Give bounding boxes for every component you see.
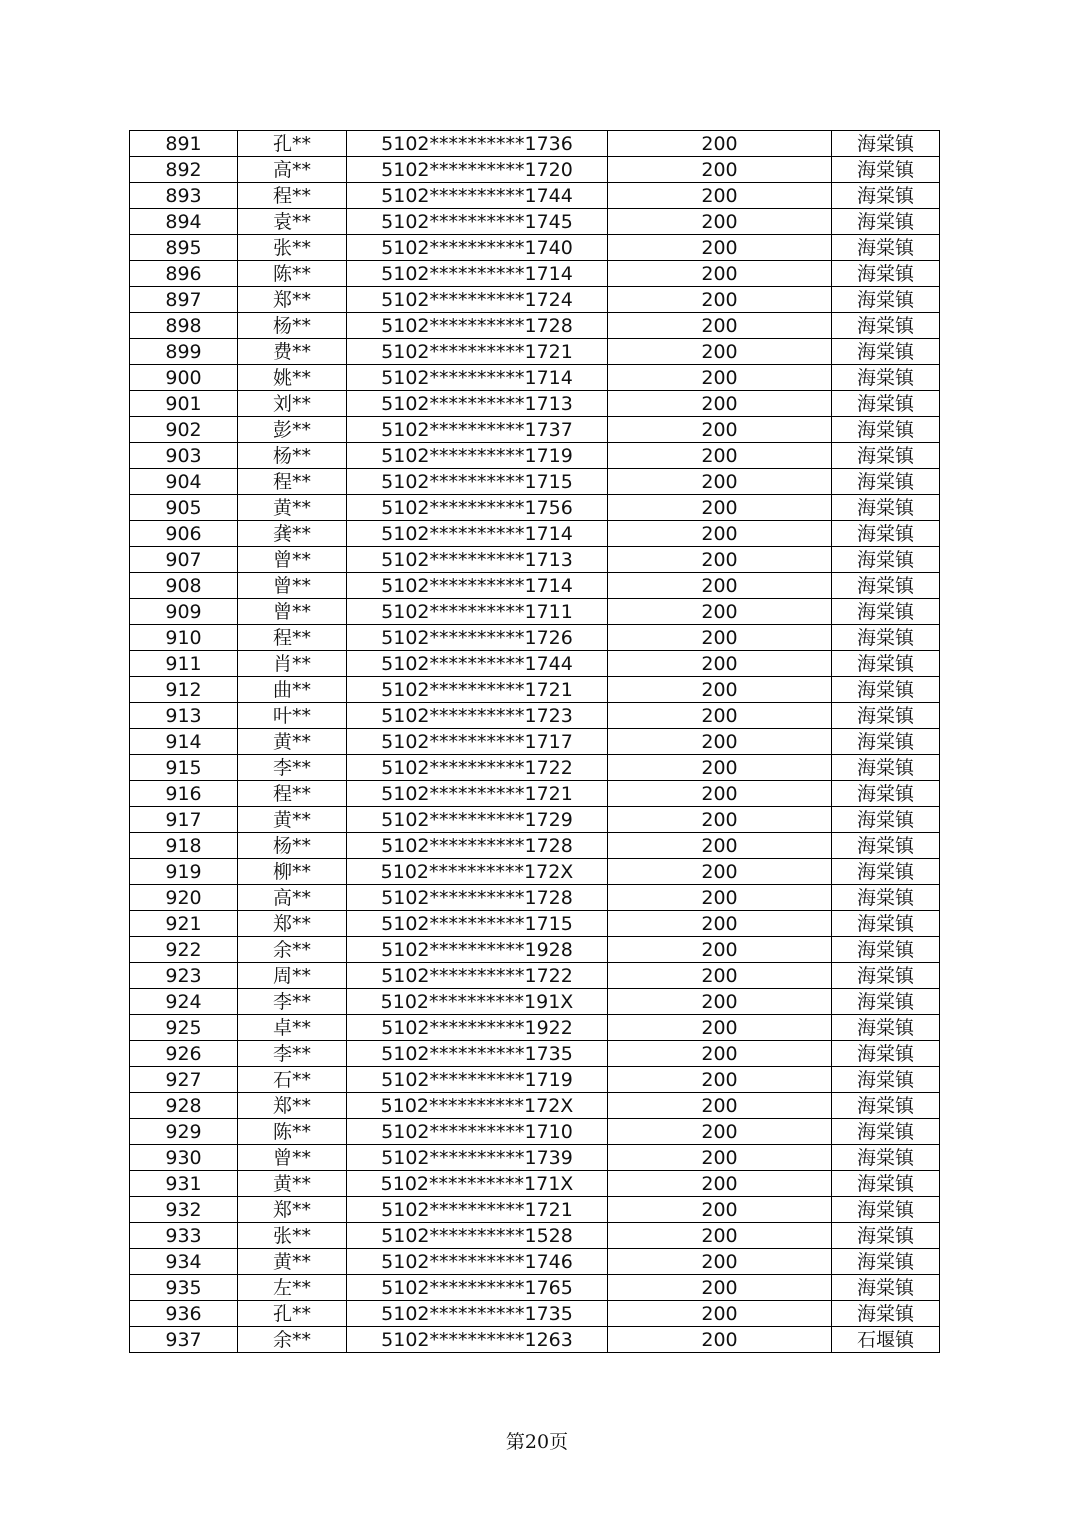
id-number-cell: 5102**********1723 bbox=[347, 703, 608, 729]
id-number-cell: 5102**********1721 bbox=[347, 677, 608, 703]
name-cell: 程** bbox=[238, 781, 347, 807]
amount-cell: 200 bbox=[608, 859, 832, 885]
row-index-cell: 901 bbox=[130, 391, 238, 417]
amount-cell: 200 bbox=[608, 937, 832, 963]
id-number-cell: 5102**********1728 bbox=[347, 833, 608, 859]
table-row bbox=[130, 677, 940, 703]
table-row bbox=[130, 183, 940, 209]
row-index-cell: 925 bbox=[130, 1015, 238, 1041]
id-number-cell: 5102**********1715 bbox=[347, 911, 608, 937]
id-number-cell: 5102**********1739 bbox=[347, 1145, 608, 1171]
town-cell: 海棠镇 bbox=[832, 235, 940, 261]
town-cell: 海棠镇 bbox=[832, 313, 940, 339]
row-index-cell: 896 bbox=[130, 261, 238, 287]
id-number-cell: 5102**********1711 bbox=[347, 599, 608, 625]
town-cell: 海棠镇 bbox=[832, 339, 940, 365]
id-number-cell: 5102**********1713 bbox=[347, 547, 608, 573]
row-index-cell: 914 bbox=[130, 729, 238, 755]
name-cell: 郑** bbox=[238, 287, 347, 313]
row-index-cell: 915 bbox=[130, 755, 238, 781]
name-cell: 黄** bbox=[238, 1171, 347, 1197]
table-row bbox=[130, 235, 940, 261]
town-cell: 海棠镇 bbox=[832, 625, 940, 651]
name-cell: 程** bbox=[238, 469, 347, 495]
id-number-cell: 5102**********1735 bbox=[347, 1041, 608, 1067]
amount-cell: 200 bbox=[608, 1275, 832, 1301]
table-row bbox=[130, 1327, 940, 1353]
row-index-cell: 913 bbox=[130, 703, 238, 729]
id-number-cell: 5102**********1729 bbox=[347, 807, 608, 833]
town-cell: 海棠镇 bbox=[832, 989, 940, 1015]
id-number-cell: 5102**********1744 bbox=[347, 651, 608, 677]
name-cell: 杨** bbox=[238, 833, 347, 859]
town-cell: 海棠镇 bbox=[832, 1197, 940, 1223]
id-number-cell: 5102**********1728 bbox=[347, 885, 608, 911]
amount-cell: 200 bbox=[608, 911, 832, 937]
row-index-cell: 902 bbox=[130, 417, 238, 443]
table-row bbox=[130, 287, 940, 313]
name-cell: 张** bbox=[238, 1223, 347, 1249]
name-cell: 费** bbox=[238, 339, 347, 365]
amount-cell: 200 bbox=[608, 1015, 832, 1041]
town-cell: 海棠镇 bbox=[832, 937, 940, 963]
row-index-cell: 932 bbox=[130, 1197, 238, 1223]
amount-cell: 200 bbox=[608, 1041, 832, 1067]
name-cell: 姚** bbox=[238, 365, 347, 391]
amount-cell: 200 bbox=[608, 1067, 832, 1093]
amount-cell: 200 bbox=[608, 781, 832, 807]
table-row bbox=[130, 365, 940, 391]
town-cell: 海棠镇 bbox=[832, 1067, 940, 1093]
table-row bbox=[130, 1197, 940, 1223]
name-cell: 陈** bbox=[238, 1119, 347, 1145]
name-cell: 程** bbox=[238, 625, 347, 651]
name-cell: 杨** bbox=[238, 313, 347, 339]
id-number-cell: 5102**********1263 bbox=[347, 1327, 608, 1353]
amount-cell: 200 bbox=[608, 521, 832, 547]
amount-cell: 200 bbox=[608, 1119, 832, 1145]
row-index-cell: 908 bbox=[130, 573, 238, 599]
row-index-cell: 921 bbox=[130, 911, 238, 937]
roster-table bbox=[129, 130, 940, 1353]
table-row bbox=[130, 495, 940, 521]
id-number-cell: 5102**********1746 bbox=[347, 1249, 608, 1275]
row-index-cell: 899 bbox=[130, 339, 238, 365]
amount-cell: 200 bbox=[608, 625, 832, 651]
row-index-cell: 935 bbox=[130, 1275, 238, 1301]
amount-cell: 200 bbox=[608, 1145, 832, 1171]
table-row bbox=[130, 1041, 940, 1067]
id-number-cell: 5102**********1714 bbox=[347, 261, 608, 287]
row-index-cell: 907 bbox=[130, 547, 238, 573]
town-cell: 海棠镇 bbox=[832, 547, 940, 573]
amount-cell: 200 bbox=[608, 677, 832, 703]
town-cell: 海棠镇 bbox=[832, 781, 940, 807]
row-index-cell: 903 bbox=[130, 443, 238, 469]
amount-cell: 200 bbox=[608, 287, 832, 313]
amount-cell: 200 bbox=[608, 339, 832, 365]
id-number-cell: 5102**********1715 bbox=[347, 469, 608, 495]
amount-cell: 200 bbox=[608, 573, 832, 599]
town-cell: 海棠镇 bbox=[832, 1015, 940, 1041]
name-cell: 张** bbox=[238, 235, 347, 261]
table-row bbox=[130, 703, 940, 729]
town-cell: 海棠镇 bbox=[832, 807, 940, 833]
id-number-cell: 5102**********172X bbox=[347, 859, 608, 885]
id-number-cell: 5102**********1722 bbox=[347, 755, 608, 781]
row-index-cell: 936 bbox=[130, 1301, 238, 1327]
row-index-cell: 928 bbox=[130, 1093, 238, 1119]
row-index-cell: 900 bbox=[130, 365, 238, 391]
town-cell: 海棠镇 bbox=[832, 859, 940, 885]
table-row bbox=[130, 963, 940, 989]
name-cell: 程** bbox=[238, 183, 347, 209]
town-cell: 海棠镇 bbox=[832, 755, 940, 781]
town-cell: 海棠镇 bbox=[832, 1093, 940, 1119]
town-cell: 海棠镇 bbox=[832, 885, 940, 911]
name-cell: 李** bbox=[238, 989, 347, 1015]
row-index-cell: 937 bbox=[130, 1327, 238, 1353]
amount-cell: 200 bbox=[608, 131, 832, 157]
amount-cell: 200 bbox=[608, 1223, 832, 1249]
row-index-cell: 917 bbox=[130, 807, 238, 833]
town-cell: 海棠镇 bbox=[832, 157, 940, 183]
town-cell: 海棠镇 bbox=[832, 1041, 940, 1067]
row-index-cell: 892 bbox=[130, 157, 238, 183]
name-cell: 曾** bbox=[238, 547, 347, 573]
id-number-cell: 5102**********1721 bbox=[347, 339, 608, 365]
row-index-cell: 904 bbox=[130, 469, 238, 495]
name-cell: 杨** bbox=[238, 443, 347, 469]
id-number-cell: 5102**********1720 bbox=[347, 157, 608, 183]
name-cell: 黄** bbox=[238, 729, 347, 755]
row-index-cell: 906 bbox=[130, 521, 238, 547]
name-cell: 李** bbox=[238, 755, 347, 781]
id-number-cell: 5102**********1736 bbox=[347, 131, 608, 157]
name-cell: 黄** bbox=[238, 1249, 347, 1275]
table-row bbox=[130, 417, 940, 443]
town-cell: 海棠镇 bbox=[832, 573, 940, 599]
amount-cell: 200 bbox=[608, 469, 832, 495]
row-index-cell: 920 bbox=[130, 885, 238, 911]
amount-cell: 200 bbox=[608, 963, 832, 989]
town-cell: 海棠镇 bbox=[832, 1119, 940, 1145]
town-cell: 海棠镇 bbox=[832, 1249, 940, 1275]
row-index-cell: 909 bbox=[130, 599, 238, 625]
amount-cell: 200 bbox=[608, 547, 832, 573]
id-number-cell: 5102**********1735 bbox=[347, 1301, 608, 1327]
name-cell: 黄** bbox=[238, 807, 347, 833]
name-cell: 孔** bbox=[238, 131, 347, 157]
id-number-cell: 5102**********172X bbox=[347, 1093, 608, 1119]
name-cell: 李** bbox=[238, 1041, 347, 1067]
id-number-cell: 5102**********1721 bbox=[347, 781, 608, 807]
amount-cell: 200 bbox=[608, 755, 832, 781]
name-cell: 郑** bbox=[238, 911, 347, 937]
id-number-cell: 5102**********1728 bbox=[347, 313, 608, 339]
row-index-cell: 926 bbox=[130, 1041, 238, 1067]
id-number-cell: 5102**********1721 bbox=[347, 1197, 608, 1223]
id-number-cell: 5102**********1722 bbox=[347, 963, 608, 989]
town-cell: 海棠镇 bbox=[832, 599, 940, 625]
name-cell: 余** bbox=[238, 1327, 347, 1353]
row-index-cell: 894 bbox=[130, 209, 238, 235]
table-row bbox=[130, 261, 940, 287]
name-cell: 袁** bbox=[238, 209, 347, 235]
table-row bbox=[130, 1067, 940, 1093]
id-number-cell: 5102**********1724 bbox=[347, 287, 608, 313]
town-cell: 海棠镇 bbox=[832, 833, 940, 859]
table-row bbox=[130, 651, 940, 677]
id-number-cell: 5102**********1922 bbox=[347, 1015, 608, 1041]
id-number-cell: 5102**********1726 bbox=[347, 625, 608, 651]
town-cell: 石堰镇 bbox=[832, 1327, 940, 1353]
row-index-cell: 905 bbox=[130, 495, 238, 521]
name-cell: 郑** bbox=[238, 1197, 347, 1223]
table-row bbox=[130, 599, 940, 625]
name-cell: 左** bbox=[238, 1275, 347, 1301]
amount-cell: 200 bbox=[608, 443, 832, 469]
table-row bbox=[130, 781, 940, 807]
name-cell: 肖** bbox=[238, 651, 347, 677]
name-cell: 郑** bbox=[238, 1093, 347, 1119]
id-number-cell: 5102**********1737 bbox=[347, 417, 608, 443]
row-index-cell: 933 bbox=[130, 1223, 238, 1249]
amount-cell: 200 bbox=[608, 183, 832, 209]
name-cell: 叶** bbox=[238, 703, 347, 729]
amount-cell: 200 bbox=[608, 495, 832, 521]
id-number-cell: 5102**********1717 bbox=[347, 729, 608, 755]
table-row bbox=[130, 1015, 940, 1041]
amount-cell: 200 bbox=[608, 989, 832, 1015]
name-cell: 曾** bbox=[238, 573, 347, 599]
name-cell: 高** bbox=[238, 885, 347, 911]
row-index-cell: 918 bbox=[130, 833, 238, 859]
id-number-cell: 5102**********1714 bbox=[347, 521, 608, 547]
amount-cell: 200 bbox=[608, 157, 832, 183]
amount-cell: 200 bbox=[608, 885, 832, 911]
table-row bbox=[130, 573, 940, 599]
id-number-cell: 5102**********1740 bbox=[347, 235, 608, 261]
id-number-cell: 5102**********1745 bbox=[347, 209, 608, 235]
amount-cell: 200 bbox=[608, 1327, 832, 1353]
table-row bbox=[130, 859, 940, 885]
town-cell: 海棠镇 bbox=[832, 469, 940, 495]
amount-cell: 200 bbox=[608, 417, 832, 443]
row-index-cell: 930 bbox=[130, 1145, 238, 1171]
id-number-cell: 5102**********171X bbox=[347, 1171, 608, 1197]
town-cell: 海棠镇 bbox=[832, 677, 940, 703]
amount-cell: 200 bbox=[608, 235, 832, 261]
table-row bbox=[130, 391, 940, 417]
town-cell: 海棠镇 bbox=[832, 729, 940, 755]
table-row bbox=[130, 521, 940, 547]
table-row bbox=[130, 131, 940, 157]
name-cell: 曾** bbox=[238, 1145, 347, 1171]
id-number-cell: 5102**********1528 bbox=[347, 1223, 608, 1249]
town-cell: 海棠镇 bbox=[832, 209, 940, 235]
town-cell: 海棠镇 bbox=[832, 443, 940, 469]
amount-cell: 200 bbox=[608, 1301, 832, 1327]
town-cell: 海棠镇 bbox=[832, 495, 940, 521]
row-index-cell: 922 bbox=[130, 937, 238, 963]
table-row bbox=[130, 911, 940, 937]
row-index-cell: 929 bbox=[130, 1119, 238, 1145]
id-number-cell: 5102**********1713 bbox=[347, 391, 608, 417]
table-row bbox=[130, 937, 940, 963]
name-cell: 刘** bbox=[238, 391, 347, 417]
amount-cell: 200 bbox=[608, 313, 832, 339]
town-cell: 海棠镇 bbox=[832, 1145, 940, 1171]
table-row bbox=[130, 729, 940, 755]
town-cell: 海棠镇 bbox=[832, 963, 940, 989]
amount-cell: 200 bbox=[608, 1249, 832, 1275]
town-cell: 海棠镇 bbox=[832, 1275, 940, 1301]
town-cell: 海棠镇 bbox=[832, 1301, 940, 1327]
town-cell: 海棠镇 bbox=[832, 131, 940, 157]
id-number-cell: 5102**********1719 bbox=[347, 1067, 608, 1093]
amount-cell: 200 bbox=[608, 209, 832, 235]
page-number: 第20页 bbox=[505, 1431, 569, 1453]
id-number-cell: 5102**********1928 bbox=[347, 937, 608, 963]
table-row bbox=[130, 1093, 940, 1119]
id-number-cell: 5102**********1710 bbox=[347, 1119, 608, 1145]
town-cell: 海棠镇 bbox=[832, 287, 940, 313]
table-row bbox=[130, 1223, 940, 1249]
town-cell: 海棠镇 bbox=[832, 1171, 940, 1197]
amount-cell: 200 bbox=[608, 599, 832, 625]
row-index-cell: 895 bbox=[130, 235, 238, 261]
table-row bbox=[130, 443, 940, 469]
table-row bbox=[130, 1249, 940, 1275]
town-cell: 海棠镇 bbox=[832, 521, 940, 547]
id-number-cell: 5102**********1714 bbox=[347, 573, 608, 599]
row-index-cell: 927 bbox=[130, 1067, 238, 1093]
row-index-cell: 916 bbox=[130, 781, 238, 807]
table-row bbox=[130, 625, 940, 651]
table-row bbox=[130, 469, 940, 495]
roster-table-body bbox=[130, 131, 940, 1353]
id-number-cell: 5102**********1756 bbox=[347, 495, 608, 521]
town-cell: 海棠镇 bbox=[832, 703, 940, 729]
name-cell: 卓** bbox=[238, 1015, 347, 1041]
row-index-cell: 919 bbox=[130, 859, 238, 885]
row-index-cell: 910 bbox=[130, 625, 238, 651]
table-row bbox=[130, 547, 940, 573]
name-cell: 周** bbox=[238, 963, 347, 989]
name-cell: 曲** bbox=[238, 677, 347, 703]
town-cell: 海棠镇 bbox=[832, 391, 940, 417]
town-cell: 海棠镇 bbox=[832, 417, 940, 443]
table-row bbox=[130, 313, 940, 339]
id-number-cell: 5102**********1765 bbox=[347, 1275, 608, 1301]
table-row bbox=[130, 833, 940, 859]
row-index-cell: 891 bbox=[130, 131, 238, 157]
name-cell: 龚** bbox=[238, 521, 347, 547]
table-row bbox=[130, 1145, 940, 1171]
name-cell: 孔** bbox=[238, 1301, 347, 1327]
town-cell: 海棠镇 bbox=[832, 1223, 940, 1249]
amount-cell: 200 bbox=[608, 833, 832, 859]
name-cell: 黄** bbox=[238, 495, 347, 521]
name-cell: 陈** bbox=[238, 261, 347, 287]
amount-cell: 200 bbox=[608, 365, 832, 391]
name-cell: 彭** bbox=[238, 417, 347, 443]
id-number-cell: 5102**********1714 bbox=[347, 365, 608, 391]
row-index-cell: 923 bbox=[130, 963, 238, 989]
name-cell: 高** bbox=[238, 157, 347, 183]
id-number-cell: 5102**********191X bbox=[347, 989, 608, 1015]
row-index-cell: 897 bbox=[130, 287, 238, 313]
name-cell: 曾** bbox=[238, 599, 347, 625]
table-row bbox=[130, 1301, 940, 1327]
table-row bbox=[130, 1275, 940, 1301]
name-cell: 余** bbox=[238, 937, 347, 963]
town-cell: 海棠镇 bbox=[832, 183, 940, 209]
amount-cell: 200 bbox=[608, 1197, 832, 1223]
id-number-cell: 5102**********1719 bbox=[347, 443, 608, 469]
table-row bbox=[130, 1171, 940, 1197]
town-cell: 海棠镇 bbox=[832, 911, 940, 937]
row-index-cell: 912 bbox=[130, 677, 238, 703]
table-row bbox=[130, 339, 940, 365]
row-index-cell: 934 bbox=[130, 1249, 238, 1275]
table-row bbox=[130, 885, 940, 911]
amount-cell: 200 bbox=[608, 651, 832, 677]
table-row bbox=[130, 157, 940, 183]
id-number-cell: 5102**********1744 bbox=[347, 183, 608, 209]
table-row bbox=[130, 807, 940, 833]
town-cell: 海棠镇 bbox=[832, 261, 940, 287]
amount-cell: 200 bbox=[608, 807, 832, 833]
table-row bbox=[130, 1119, 940, 1145]
amount-cell: 200 bbox=[608, 703, 832, 729]
name-cell: 石** bbox=[238, 1067, 347, 1093]
name-cell: 柳** bbox=[238, 859, 347, 885]
row-index-cell: 911 bbox=[130, 651, 238, 677]
amount-cell: 200 bbox=[608, 391, 832, 417]
amount-cell: 200 bbox=[608, 261, 832, 287]
row-index-cell: 924 bbox=[130, 989, 238, 1015]
town-cell: 海棠镇 bbox=[832, 365, 940, 391]
amount-cell: 200 bbox=[608, 729, 832, 755]
table-row bbox=[130, 209, 940, 235]
table-row bbox=[130, 755, 940, 781]
row-index-cell: 893 bbox=[130, 183, 238, 209]
amount-cell: 200 bbox=[608, 1171, 832, 1197]
table-row bbox=[130, 989, 940, 1015]
row-index-cell: 931 bbox=[130, 1171, 238, 1197]
amount-cell: 200 bbox=[608, 1093, 832, 1119]
row-index-cell: 898 bbox=[130, 313, 238, 339]
town-cell: 海棠镇 bbox=[832, 651, 940, 677]
